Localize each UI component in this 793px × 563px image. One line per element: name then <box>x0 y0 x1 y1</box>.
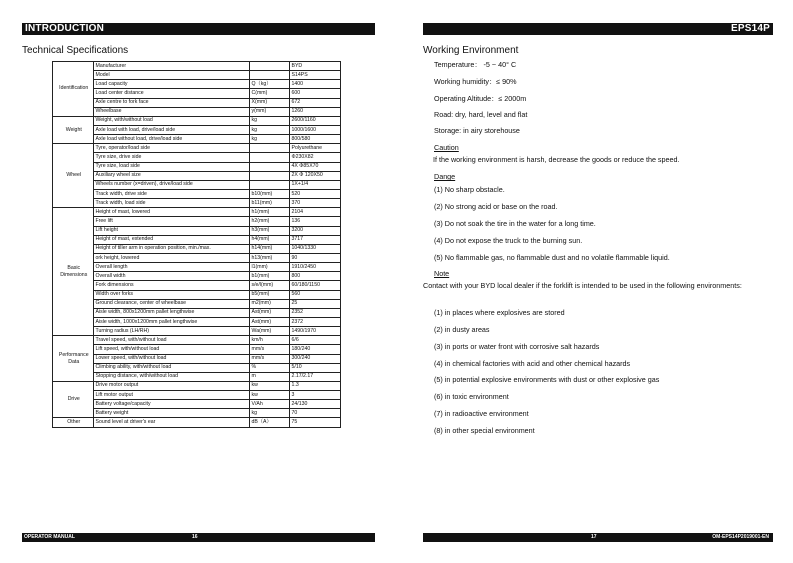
spec-item-cell: Tyre, operator/load side <box>94 144 250 153</box>
spec-unit-cell: mm/s <box>250 345 290 354</box>
spec-row <box>53 189 341 198</box>
caution-text: If the working environment is harsh, decrease the goods or reduce the speed. <box>433 155 680 164</box>
spec-item-cell: Lift height <box>94 226 250 235</box>
spec-value-cell: 60/180/1150 <box>290 281 341 290</box>
spec-unit-cell: kg <box>250 409 290 418</box>
note-item: (5) in potential explosive environments with dust or other explosive gas <box>434 375 660 384</box>
spec-row <box>53 263 341 272</box>
spec-row <box>53 381 341 390</box>
spec-value-cell: 1.3 <box>290 381 341 390</box>
spec-value-cell: 2X Φ 120X50 <box>290 171 341 180</box>
spec-row <box>53 400 341 409</box>
spec-item-cell: Stopping distance, with/without load <box>94 372 250 381</box>
danger-item: (5) No flammable gas, no flammable dust and no volatile flammable liquid. <box>434 253 670 262</box>
spec-group-label: Performance Data <box>53 336 94 382</box>
spec-value-cell: 25 <box>290 299 341 308</box>
spec-item-cell: Tyre size, drive side <box>94 153 250 162</box>
spec-item-cell: Height of tiller arm in operation position, min./max. <box>94 244 250 253</box>
spec-row <box>53 327 341 336</box>
spec-row <box>53 354 341 363</box>
spec-value-cell: 3200 <box>290 226 341 235</box>
spec-row <box>53 308 341 317</box>
spec-value-cell: 1400 <box>290 80 341 89</box>
spec-row <box>53 226 341 235</box>
spec-item-cell: ork height, lowered <box>94 253 250 262</box>
spec-unit-cell <box>250 71 290 80</box>
right-page <box>396 0 793 563</box>
spec-row <box>53 253 341 262</box>
note-item: (6) in toxic environment <box>434 392 509 401</box>
spec-value-cell: 90 <box>290 253 341 262</box>
spec-row <box>53 162 341 171</box>
spec-value-cell: BYD <box>290 62 341 71</box>
spec-unit-cell: h3(mm) <box>250 226 290 235</box>
spec-item-cell: Aisle width, 800x1200mm pallet lengthwise <box>94 308 250 317</box>
spec-row <box>53 71 341 80</box>
spec-item-cell: Axle centre to fork face <box>94 98 250 107</box>
spec-unit-cell: C(mm) <box>250 89 290 98</box>
spec-row <box>53 208 341 217</box>
condition-line: Road: dry, hard, level and flat <box>434 110 528 119</box>
condition-line: Storage: in airy storehouse <box>434 126 520 135</box>
spec-item-cell: Tyre size, load side <box>94 162 250 171</box>
spec-value-cell: S14PS <box>290 71 341 80</box>
spec-row <box>53 107 341 116</box>
spec-group-label: Weight <box>53 116 94 143</box>
spec-unit-cell: X(mm) <box>250 98 290 107</box>
danger-item: (4) Do not expose the truck to the burning sun. <box>434 236 583 245</box>
spec-row <box>53 217 341 226</box>
spec-item-cell: Sound level at driver's ear <box>94 418 250 427</box>
note-heading: Note <box>434 269 450 278</box>
spec-row <box>53 199 341 208</box>
spec-unit-cell: l1(mm) <box>250 263 290 272</box>
spec-unit-cell <box>250 153 290 162</box>
spec-value-cell: 3 <box>290 391 341 400</box>
spec-row <box>53 244 341 253</box>
spec-unit-cell: Wa(mm) <box>250 327 290 336</box>
spec-row <box>53 299 341 308</box>
spec-unit-cell <box>250 171 290 180</box>
spec-row <box>53 272 341 281</box>
spec-item-cell: Wheels number (x=driven), drive/load side <box>94 180 250 189</box>
spec-unit-cell: b1(mm) <box>250 272 290 281</box>
spec-row <box>53 89 341 98</box>
spec-value-cell: 800 <box>290 272 341 281</box>
note-item: (3) in ports or water front with corrosive salt hazards <box>434 342 600 351</box>
spec-row <box>53 116 341 125</box>
danger-item: (2) No strong acid or base on the road. <box>434 202 558 211</box>
right-footer-bar <box>423 533 773 542</box>
left-header-bar: INTRODUCTION <box>22 23 375 35</box>
spec-group-label: Identification <box>53 62 94 117</box>
spec-row <box>53 153 341 162</box>
spec-item-cell: Axle load without load, drive/load side <box>94 135 250 144</box>
spec-group-label: Wheel <box>53 144 94 208</box>
spec-unit-cell: V/Ah <box>250 400 290 409</box>
spec-unit-cell <box>250 180 290 189</box>
spec-unit-cell: s/e/l(mm) <box>250 281 290 290</box>
spec-unit-cell: h13(mm) <box>250 253 290 262</box>
spec-unit-cell: kg <box>250 125 290 134</box>
spec-row <box>53 80 341 89</box>
spec-item-cell: Manufacturer <box>94 62 250 71</box>
note-item: (4) in chemical factories with acid and other chemical hazards <box>434 359 631 368</box>
spec-unit-cell: km/h <box>250 336 290 345</box>
spec-row <box>53 62 341 71</box>
spec-item-cell: Overall length <box>94 263 250 272</box>
spec-unit-cell: dB（A） <box>250 418 290 427</box>
spec-item-cell: Track width, load side <box>94 199 250 208</box>
note-item: (2) in dusty areas <box>434 325 490 334</box>
spec-item-cell: Height of mast, lowered <box>94 208 250 217</box>
spec-item-cell: Width over forks <box>94 290 250 299</box>
spec-item-cell: Axle load with load, drive/load side <box>94 125 250 134</box>
spec-unit-cell: kg <box>250 116 290 125</box>
spec-value-cell: Φ230X82 <box>290 153 341 162</box>
spec-row <box>53 363 341 372</box>
spec-item-cell: Weight, with/without load <box>94 116 250 125</box>
spec-item-cell: Wheelbase <box>94 107 250 116</box>
spec-unit-cell: Q（kg） <box>250 80 290 89</box>
left-footer-bar <box>22 533 375 542</box>
footer-doc-code: OM-EPS14P2019001-EN <box>712 534 769 540</box>
spec-table <box>52 61 341 428</box>
spec-value-cell: 1910/2450 <box>290 263 341 272</box>
danger-item: (3) Do not soak the tire in the water for a long time. <box>434 219 596 228</box>
caution-heading: Caution <box>434 143 459 152</box>
spec-item-cell: Climbing ability, with/without load <box>94 363 250 372</box>
spec-item-cell: Drive motor output <box>94 381 250 390</box>
spec-item-cell: Battery weight <box>94 409 250 418</box>
spec-group-label: Other <box>53 418 94 427</box>
right-page-title: Working Environment <box>423 45 519 56</box>
note-item: (8) in other special environment <box>434 426 535 435</box>
spec-row <box>53 391 341 400</box>
spec-unit-cell: kw <box>250 391 290 400</box>
spec-row <box>53 372 341 381</box>
spec-value-cell: 1X+1/4 <box>290 180 341 189</box>
right-header-bar: EPS14P <box>423 23 773 35</box>
spec-unit-cell: kw <box>250 381 290 390</box>
spec-value-cell: 2104 <box>290 208 341 217</box>
spec-item-cell: Height of mast, extended <box>94 235 250 244</box>
spec-value-cell: 672 <box>290 98 341 107</box>
spec-item-cell: Battery voltage/capacity <box>94 400 250 409</box>
note-text: Contact with your BYD local dealer if the forklift is intended to be used in the following environments: <box>423 281 742 290</box>
spec-unit-cell <box>250 144 290 153</box>
spec-row <box>53 409 341 418</box>
spec-row <box>53 144 341 153</box>
spec-value-cell: 180/240 <box>290 345 341 354</box>
spec-unit-cell: mm/s <box>250 354 290 363</box>
spec-unit-cell: kg <box>250 135 290 144</box>
left-page-title: Technical Specifications <box>22 45 129 56</box>
spec-row <box>53 317 341 326</box>
spec-value-cell: 600 <box>290 89 341 98</box>
spec-item-cell: Load center distance <box>94 89 250 98</box>
spec-item-cell: Lift motor output <box>94 391 250 400</box>
note-item: (1) in places where explosives are stored <box>434 308 565 317</box>
footer-page-number-right: 17 <box>591 534 597 540</box>
spec-value-cell: 4X Φ85X70 <box>290 162 341 171</box>
spec-group-label: Basic Dimensions <box>53 208 94 336</box>
note-item: (7) in radioactive environment <box>434 409 529 418</box>
spec-value-cell: 520 <box>290 189 341 198</box>
spec-unit-cell: b10(mm) <box>250 189 290 198</box>
spec-value-cell: 1490/1970 <box>290 327 341 336</box>
condition-line: Working humidity：≤ 90% <box>434 77 517 86</box>
spec-value-cell: 560 <box>290 290 341 299</box>
spec-value-cell: Polyurethane <box>290 144 341 153</box>
spec-value-cell: 2.17/2.17 <box>290 372 341 381</box>
spec-row <box>53 135 341 144</box>
spec-group-label: Drive <box>53 381 94 418</box>
spec-unit-cell: % <box>250 363 290 372</box>
condition-line: Temperature： -5 ~ 40° C <box>434 60 517 69</box>
spec-unit-cell <box>250 62 290 71</box>
spec-unit-cell: Ast(mm) <box>250 308 290 317</box>
spec-value-cell: 6/6 <box>290 336 341 345</box>
spec-row <box>53 290 341 299</box>
spec-row <box>53 171 341 180</box>
spec-item-cell: Lift speed, with/without load <box>94 345 250 354</box>
spec-row <box>53 125 341 134</box>
spec-value-cell: 800/580 <box>290 135 341 144</box>
left-page <box>0 0 396 563</box>
spec-value-cell: 370 <box>290 199 341 208</box>
spec-value-cell: 75 <box>290 418 341 427</box>
spec-item-cell: Ground clearance, center of wheelbase <box>94 299 250 308</box>
spec-item-cell: Overall width <box>94 272 250 281</box>
danger-item: (1) No sharp obstacle. <box>434 185 505 194</box>
spec-unit-cell: y(mm) <box>250 107 290 116</box>
spec-value-cell: 136 <box>290 217 341 226</box>
footer-manual-label: OPERATOR MANUAL <box>24 534 75 540</box>
spec-item-cell: Model <box>94 71 250 80</box>
spec-value-cell: 300/240 <box>290 354 341 363</box>
spec-value-cell: 24/130 <box>290 400 341 409</box>
spec-item-cell: Load capacity <box>94 80 250 89</box>
spec-item-cell: Turning radius (LH/RH) <box>94 327 250 336</box>
spec-unit-cell: h4(mm) <box>250 235 290 244</box>
spec-unit-cell: Ast(mm) <box>250 317 290 326</box>
spec-row <box>53 336 341 345</box>
spec-unit-cell: h1(mm) <box>250 208 290 217</box>
spec-row <box>53 281 341 290</box>
spec-row <box>53 418 341 427</box>
spec-item-cell: Track width, drive side <box>94 189 250 198</box>
spec-item-cell: Fork dimensions <box>94 281 250 290</box>
spec-value-cell: 1260 <box>290 107 341 116</box>
danger-heading: Dange <box>434 172 456 181</box>
spec-value-cell: 1040/1330 <box>290 244 341 253</box>
spec-item-cell: Lower speed, with/without load <box>94 354 250 363</box>
spec-unit-cell: b5(mm) <box>250 290 290 299</box>
spec-unit-cell: h14(mm) <box>250 244 290 253</box>
spec-unit-cell: m <box>250 372 290 381</box>
spec-row <box>53 235 341 244</box>
spec-value-cell: 2352 <box>290 308 341 317</box>
spec-unit-cell: m2(mm) <box>250 299 290 308</box>
spec-unit-cell: h2(mm) <box>250 217 290 226</box>
spec-value-cell: 1000/1600 <box>290 125 341 134</box>
spec-value-cell: 5/10 <box>290 363 341 372</box>
spec-value-cell: 70 <box>290 409 341 418</box>
spec-value-cell: 3717 <box>290 235 341 244</box>
spec-value-cell: 2600/1160 <box>290 116 341 125</box>
spec-item-cell: Auxiliary wheel size <box>94 171 250 180</box>
spec-row <box>53 345 341 354</box>
condition-line: Operating Altitude：≤ 2000m <box>434 94 527 103</box>
spec-row <box>53 180 341 189</box>
spec-item-cell: Aisle width, 1000x1200mm pallet lengthwise <box>94 317 250 326</box>
spec-value-cell: 2372 <box>290 317 341 326</box>
spec-item-cell: Free lift <box>94 217 250 226</box>
spec-item-cell: Travel speed, with/without load <box>94 336 250 345</box>
footer-page-number-left: 16 <box>192 534 198 540</box>
spec-unit-cell <box>250 162 290 171</box>
spec-unit-cell: b11(mm) <box>250 199 290 208</box>
spec-row <box>53 98 341 107</box>
